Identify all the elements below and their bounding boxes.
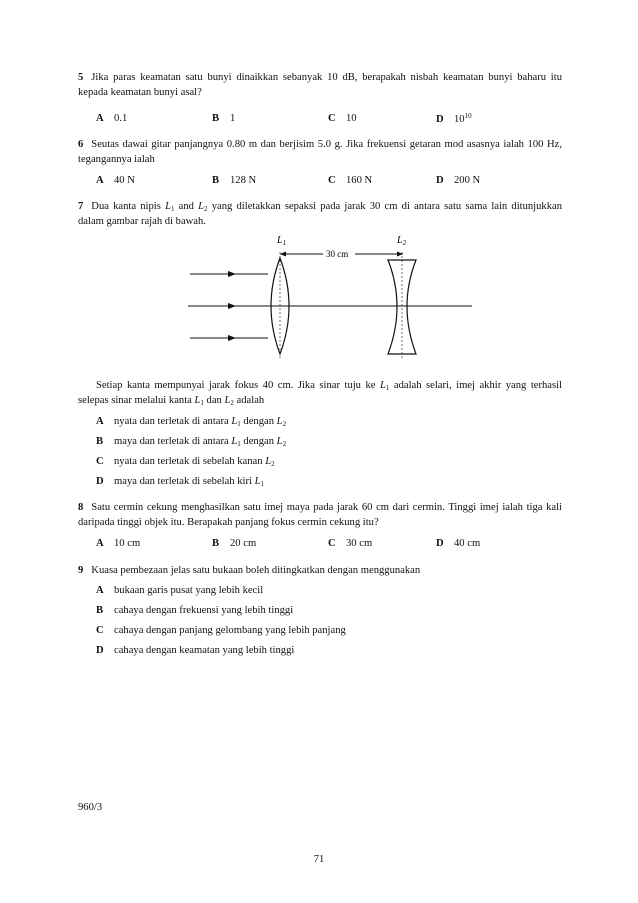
option-c[interactable]: C 10 bbox=[328, 113, 357, 124]
question-6-options bbox=[96, 173, 536, 187]
question-6 bbox=[78, 137, 562, 168]
l2-label: $L_2$ bbox=[397, 235, 407, 247]
ray-arrow-icon bbox=[228, 303, 236, 309]
l1-label: $L_1$ bbox=[277, 235, 287, 247]
option-b[interactable]: B 1 bbox=[212, 113, 236, 124]
question-7: 7 Dua kanta nipis $L_1$ and $L_2$ yang diletakkan sepaksi pada jarak 30 cm di antara satu sama lain ditunjukkan dalam gambar rajah di bawah. bbox=[78, 201, 563, 228]
option-b[interactable]: B 20 cm bbox=[212, 538, 257, 549]
option-d[interactable]: D 200 N bbox=[436, 175, 481, 186]
paper-code: 960/3 bbox=[78, 802, 103, 813]
option-d[interactable]: D $10^{10}$ bbox=[436, 112, 472, 125]
page-number: 71 bbox=[313, 854, 325, 865]
option-b[interactable]: B 128 N bbox=[212, 175, 257, 186]
question-8-options bbox=[96, 536, 536, 550]
question-text: Satu cermin cekung menghasilkan satu imej maya pada jarak 60 cm dari cermin. Tinggi imej ialah tiga kali daripada tinggi objek itu. Berapakah panjang fokus cermin cekung itu? bbox=[78, 502, 562, 529]
option-b[interactable]: B cahaya dengan frekuensi yang lebih tinggi bbox=[96, 605, 294, 616]
option-a[interactable]: A nyata dan terletak di antara $L_1$ dengan $L_2$ bbox=[96, 416, 287, 428]
option-c[interactable]: C cahaya dengan panjang gelombang yang lebih panjang bbox=[96, 625, 346, 636]
option-a[interactable]: A 0.1 bbox=[96, 113, 128, 124]
question-8 bbox=[78, 500, 562, 531]
question-text: Kuasa pembezaan jelas satu bukaan boleh ditingkatkan dengan menggunakan bbox=[91, 565, 421, 576]
ray-arrow-icon bbox=[228, 335, 236, 341]
question-number: 7 bbox=[78, 201, 84, 212]
question-text: Seutas dawai gitar panjangnya 0.80 m dan berjisim 5.0 g. Jika frekuensi getaran mod asasnya ialah 100 Hz, tegangannya ialah bbox=[78, 139, 562, 166]
question-5-options bbox=[96, 111, 536, 125]
option-d[interactable]: D cahaya dengan keamatan yang lebih tinggi bbox=[96, 645, 295, 656]
option-d[interactable]: D 40 cm bbox=[436, 538, 481, 549]
concave-lens bbox=[388, 260, 416, 354]
option-c[interactable]: C nyata dan terletak di sebelah kanan $L_2$ bbox=[96, 456, 275, 468]
question-9 bbox=[78, 563, 562, 578]
question-number: 8 bbox=[78, 502, 84, 513]
option-a[interactable]: A bukaan garis pusat yang lebih kecil bbox=[96, 585, 264, 596]
distance-arrow-left bbox=[280, 252, 286, 257]
question-number: 6 bbox=[78, 139, 84, 150]
question-number: 9 bbox=[78, 565, 84, 576]
option-d[interactable]: D maya dan terletak di sebelah kiri $L_1$ bbox=[96, 476, 265, 488]
option-a[interactable]: A 40 N bbox=[96, 175, 135, 186]
distance-label: 30 cm bbox=[326, 249, 349, 259]
question-text: Jika paras keamatan satu bunyi dinaikkan sebanyak 10 dB, berapakah nisbah keamatan bunyi baharu itu kepada keamatan bunyi asal? bbox=[78, 72, 562, 99]
ray-arrow-icon bbox=[228, 271, 236, 277]
question-5 bbox=[78, 70, 562, 101]
lens-diagram bbox=[180, 230, 480, 365]
option-b[interactable]: B maya dan terletak di antara $L_1$ dengan $L_2$ bbox=[96, 436, 287, 448]
option-a[interactable]: A 10 cm bbox=[96, 538, 141, 549]
option-c[interactable]: C 30 cm bbox=[328, 538, 373, 549]
option-c[interactable]: C 160 N bbox=[328, 175, 373, 186]
question-number: 5 bbox=[78, 72, 84, 83]
question-7-stem: Setiap kanta mempunyai jarak fokus 40 cm. Jika sinar tuju ke $L_1$ adalah selari, imej akhir yang terhasil selepas sinar melalui kanta $L_1$ dan $L_2$ adalah bbox=[78, 380, 562, 408]
